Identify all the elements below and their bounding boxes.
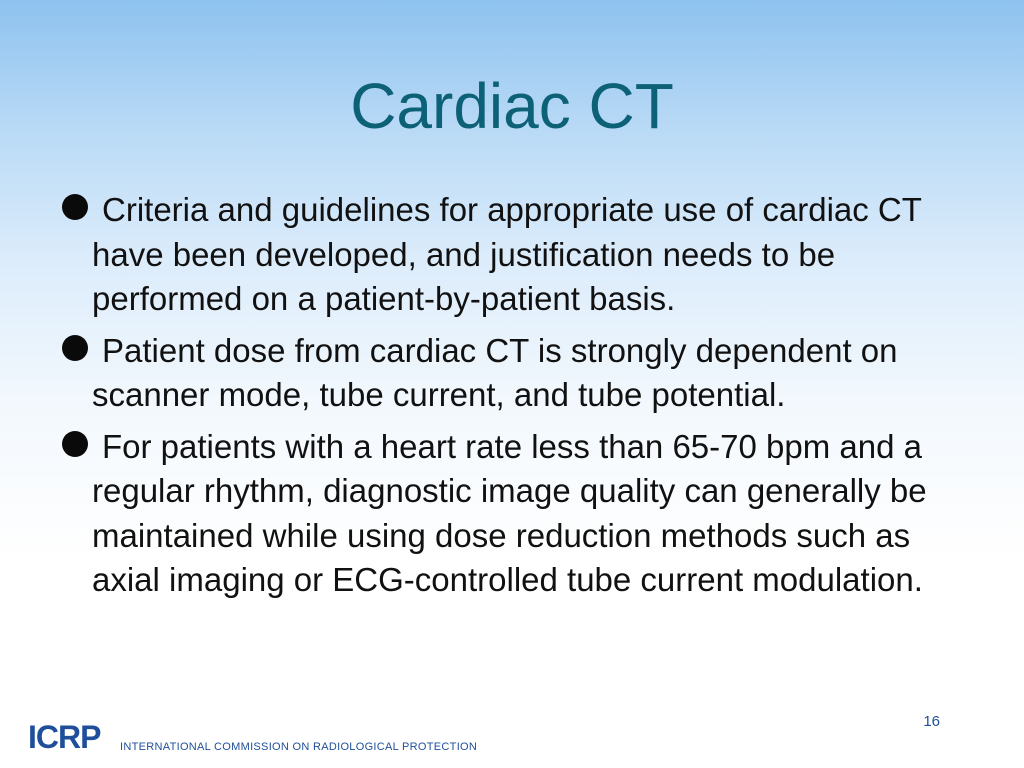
bullet-text: Criteria and guidelines for appropriate use of cardiac CT have been developed, and justification needs to be performed on a patient-by-patient basis. xyxy=(92,191,922,317)
bullet-text: Patient dose from cardiac CT is strongly dependent on scanner mode, tube current, and tube potential. xyxy=(92,331,898,413)
slide-title: Cardiac CT xyxy=(350,70,674,142)
bullet-item xyxy=(60,425,980,603)
page-number: 16 xyxy=(923,713,940,730)
bullet-item xyxy=(60,188,980,322)
bullet-list xyxy=(60,188,980,610)
bullet-item xyxy=(60,329,980,418)
bullet-dot-icon xyxy=(62,194,88,220)
bullet-dot-icon xyxy=(62,335,88,361)
organization-name: INTERNATIONAL COMMISSION ON RADIOLOGICAL PROTECTION xyxy=(120,741,478,753)
bullet-text: For patients with a heart rate less than 65-70 bpm and a regular rhythm, diagnostic image quality can generally be maintained while using dose reduction methods such as axial imaging or ECG-controlled tube current modulation. xyxy=(92,427,927,598)
icrp-logo-text: ICRP xyxy=(28,720,101,752)
icrp-logo xyxy=(28,720,120,752)
bullet-dot-icon xyxy=(62,431,88,457)
